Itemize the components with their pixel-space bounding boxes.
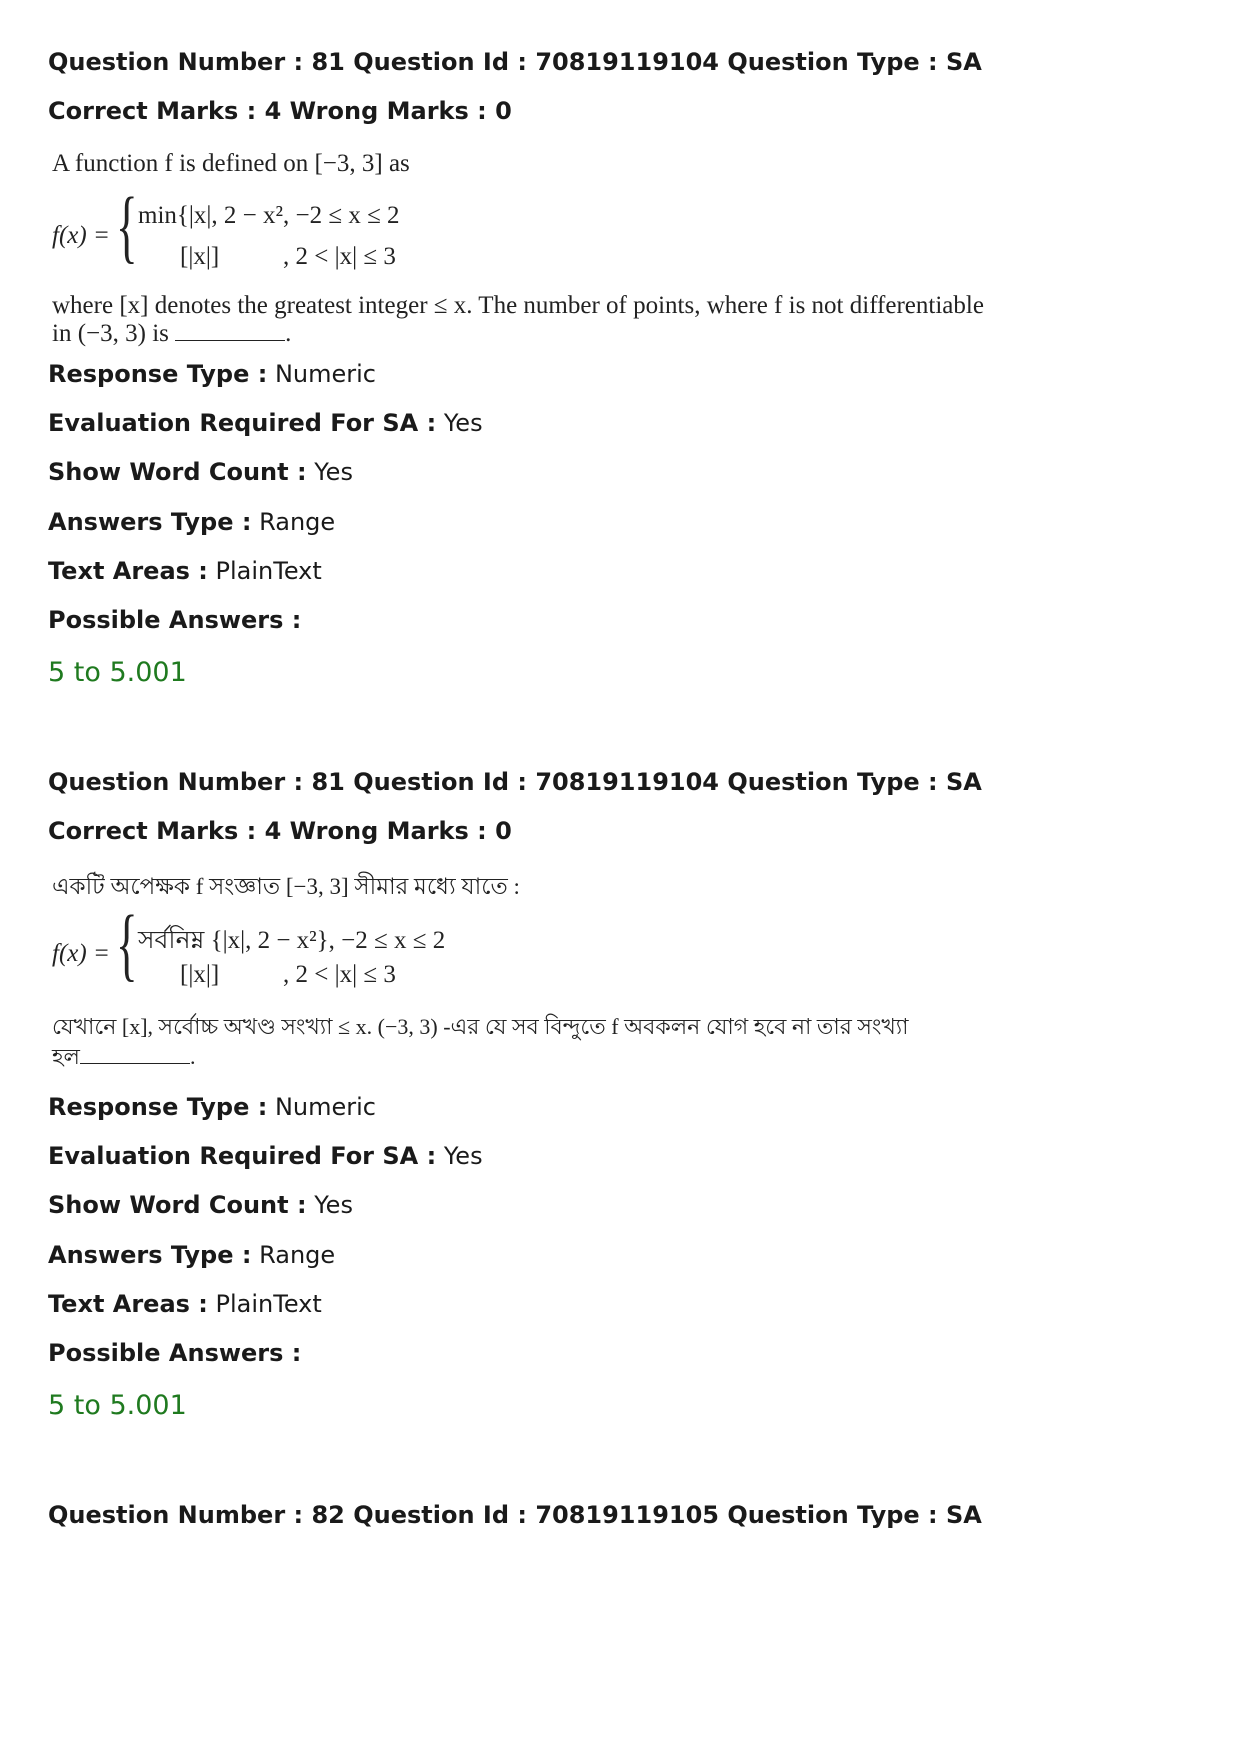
possible-answer: 5 to 5.001 xyxy=(48,1390,187,1421)
text-areas-row: Text Areas : PlainText xyxy=(48,1290,322,1318)
brace-icon: { xyxy=(116,898,138,989)
question-line-2: in (−3, 3) is . xyxy=(52,320,292,347)
case-two-condition: , 2 < |x| ≤ 3 xyxy=(283,243,396,270)
possible-answers-label: Possible Answers : xyxy=(48,606,302,634)
response-type-row: Response Type : Numeric xyxy=(48,360,376,388)
answers-type-row: Answers Type : Range xyxy=(48,1241,336,1269)
function-label: f(x) = xyxy=(52,940,110,967)
possible-answers-label: Possible Answers : xyxy=(48,1339,302,1367)
question-intro: একটি অপেক্ষক f সংজ্ঞাত [−3, 3] সীমার মধ্যে যাতে : xyxy=(52,874,520,899)
question-body xyxy=(52,150,984,350)
show-word-count-row: Show Word Count : Yes xyxy=(48,1191,353,1219)
case-two-value: [|x|] xyxy=(180,961,220,988)
question-marks: Correct Marks : 4 Wrong Marks : 0 xyxy=(48,97,512,125)
possible-answer: 5 to 5.001 xyxy=(48,657,187,688)
case-two-condition: , 2 < |x| ≤ 3 xyxy=(283,961,396,988)
function-label: f(x) = xyxy=(52,222,110,249)
answer-blank xyxy=(80,1043,190,1064)
evaluation-required-row: Evaluation Required For SA : Yes xyxy=(48,409,483,437)
text-areas-row: Text Areas : PlainText xyxy=(48,557,322,585)
question-body xyxy=(52,868,952,1068)
response-type-row: Response Type : Numeric xyxy=(48,1093,376,1121)
question-line-1: যেখানে [x], সর্বোচ্চ অখণ্ড সংখ্যা ≤ x. (−3, 3) -এর যে সব বিন্দুতে f অবকলন যোগ হবে না তার সংখ্যা xyxy=(52,1014,909,1039)
question-intro: A function f is defined on [−3, 3] as xyxy=(52,150,410,177)
answers-type-row: Answers Type : Range xyxy=(48,508,336,536)
show-word-count-row: Show Word Count : Yes xyxy=(48,458,353,486)
question-header: Question Number : 81 Question Id : 70819119104 Question Type : SA xyxy=(48,48,982,76)
evaluation-required-row: Evaluation Required For SA : Yes xyxy=(48,1142,483,1170)
question-header: Question Number : 82 Question Id : 70819119105 Question Type : SA xyxy=(48,1501,982,1529)
question-marks: Correct Marks : 4 Wrong Marks : 0 xyxy=(48,817,512,845)
answer-blank xyxy=(175,320,285,341)
question-header: Question Number : 81 Question Id : 70819119104 Question Type : SA xyxy=(48,768,982,796)
case-one: সর্বনিম্ন {|x|, 2 − x²}, −2 ≤ x ≤ 2 xyxy=(138,927,446,954)
question-line-2: হল . xyxy=(52,1044,196,1069)
case-two-value: [|x|] xyxy=(180,243,220,270)
brace-icon: { xyxy=(116,180,138,271)
case-one: min{|x|, 2 − x², −2 ≤ x ≤ 2 xyxy=(138,202,400,229)
question-line-1: where [x] denotes the greatest integer ≤ x. The number of points, where f is not differentiable xyxy=(52,292,984,319)
